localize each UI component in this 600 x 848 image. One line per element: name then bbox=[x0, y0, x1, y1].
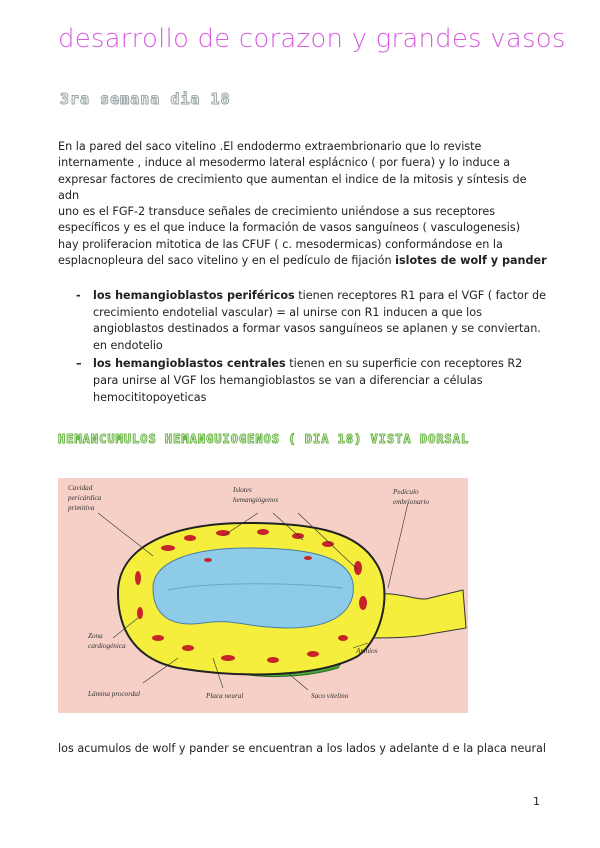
paragraph-line: uno es el FGF-2 transduce señales de crecimiento uniéndose a sus receptores bbox=[58, 205, 496, 219]
list-item bbox=[58, 288, 548, 354]
list-bullet: – bbox=[76, 357, 82, 371]
page-title: desarrollo de corazon y grandes vasos bbox=[58, 24, 566, 54]
paragraph-line: adn bbox=[58, 188, 80, 202]
label-saco: Saco vitelino bbox=[311, 692, 349, 700]
paragraph-text: esplacnopleura del saco vitelino y en el pedículo de fijación bbox=[58, 254, 392, 268]
label-lamina: Lámina procordal bbox=[88, 690, 140, 698]
label-cavidad-3: primitiva bbox=[68, 504, 95, 512]
label-zona-1: Zona bbox=[88, 632, 103, 640]
label-pediculo-1: Pedículo bbox=[393, 488, 419, 496]
label-islotes-1: Islotes bbox=[233, 486, 252, 494]
label-cavidad-2: pericárdica bbox=[68, 494, 102, 502]
paragraph-line: expresar factores de crecimiento que aumentan el indice de la mitosis y síntesis de bbox=[58, 172, 527, 186]
paragraph-line: internamente , induce al mesodermo lateral esplácnico ( por fuera) y lo induce a bbox=[58, 156, 511, 170]
paragraph-line: hay proliferacion mitotica de las CFUF ( c. mesodermicas) conformándose en la bbox=[58, 237, 503, 251]
label-islotes-2: hemangiógenos bbox=[233, 496, 279, 504]
paragraph-line: específicos y es el que induce la formación de vasos sanguíneos ( vasculogenesis) bbox=[58, 221, 521, 235]
hemangioblast-list bbox=[58, 288, 548, 408]
embryo-dorsal-view-figure bbox=[58, 478, 468, 713]
islotes-bold-term: islotes de wolf y pander bbox=[395, 254, 547, 268]
label-cavidad-1: Cavidad bbox=[68, 484, 93, 492]
label-placa: Placa neural bbox=[206, 692, 244, 700]
section-heading-dorsal-view: HEMANCUMULOS HEMANGUIOGENOS ( DIA 18) VISTA DORSAL bbox=[58, 432, 470, 446]
page-number: 1 bbox=[533, 795, 540, 808]
list-item-text: tienen receptores R1 para el VGF ( factor de crecimiento endotelial vascular) = al unirse con R1 inducen a que los angioblastos destinados a formar vasos sanguíneos se aplanen y se conviertan. en endotelio bbox=[93, 289, 546, 352]
embryo-illustration bbox=[58, 478, 468, 713]
paragraph-line bbox=[58, 253, 548, 269]
list-bullet: - bbox=[76, 289, 81, 302]
figure-caption: los acumulos de wolf y pander se encuentran a los lados y adelante d e la placa neural bbox=[58, 742, 547, 755]
label-pediculo-2: embrionario bbox=[393, 498, 429, 506]
list-item bbox=[58, 356, 548, 406]
list-item-term: los hemangioblastos centrales bbox=[93, 357, 286, 371]
label-amnios: Amnios bbox=[356, 647, 378, 655]
label-zona-2: cardiogénica bbox=[88, 642, 126, 650]
list-item-text: tienen en su superficie con receptores R2 para unirse al VGF los hemangioblastos se van a diferenciar a células hemocititopoyeticas bbox=[93, 357, 523, 404]
section-heading-week3: 3ra semana dia 18 bbox=[60, 90, 231, 108]
paragraph-line: En la pared del saco vitelino .El endodermo extraembrionario que lo reviste bbox=[58, 140, 482, 153]
list-item-term: los hemangioblastos periféricos bbox=[93, 289, 295, 302]
intro-paragraph bbox=[58, 139, 548, 269]
